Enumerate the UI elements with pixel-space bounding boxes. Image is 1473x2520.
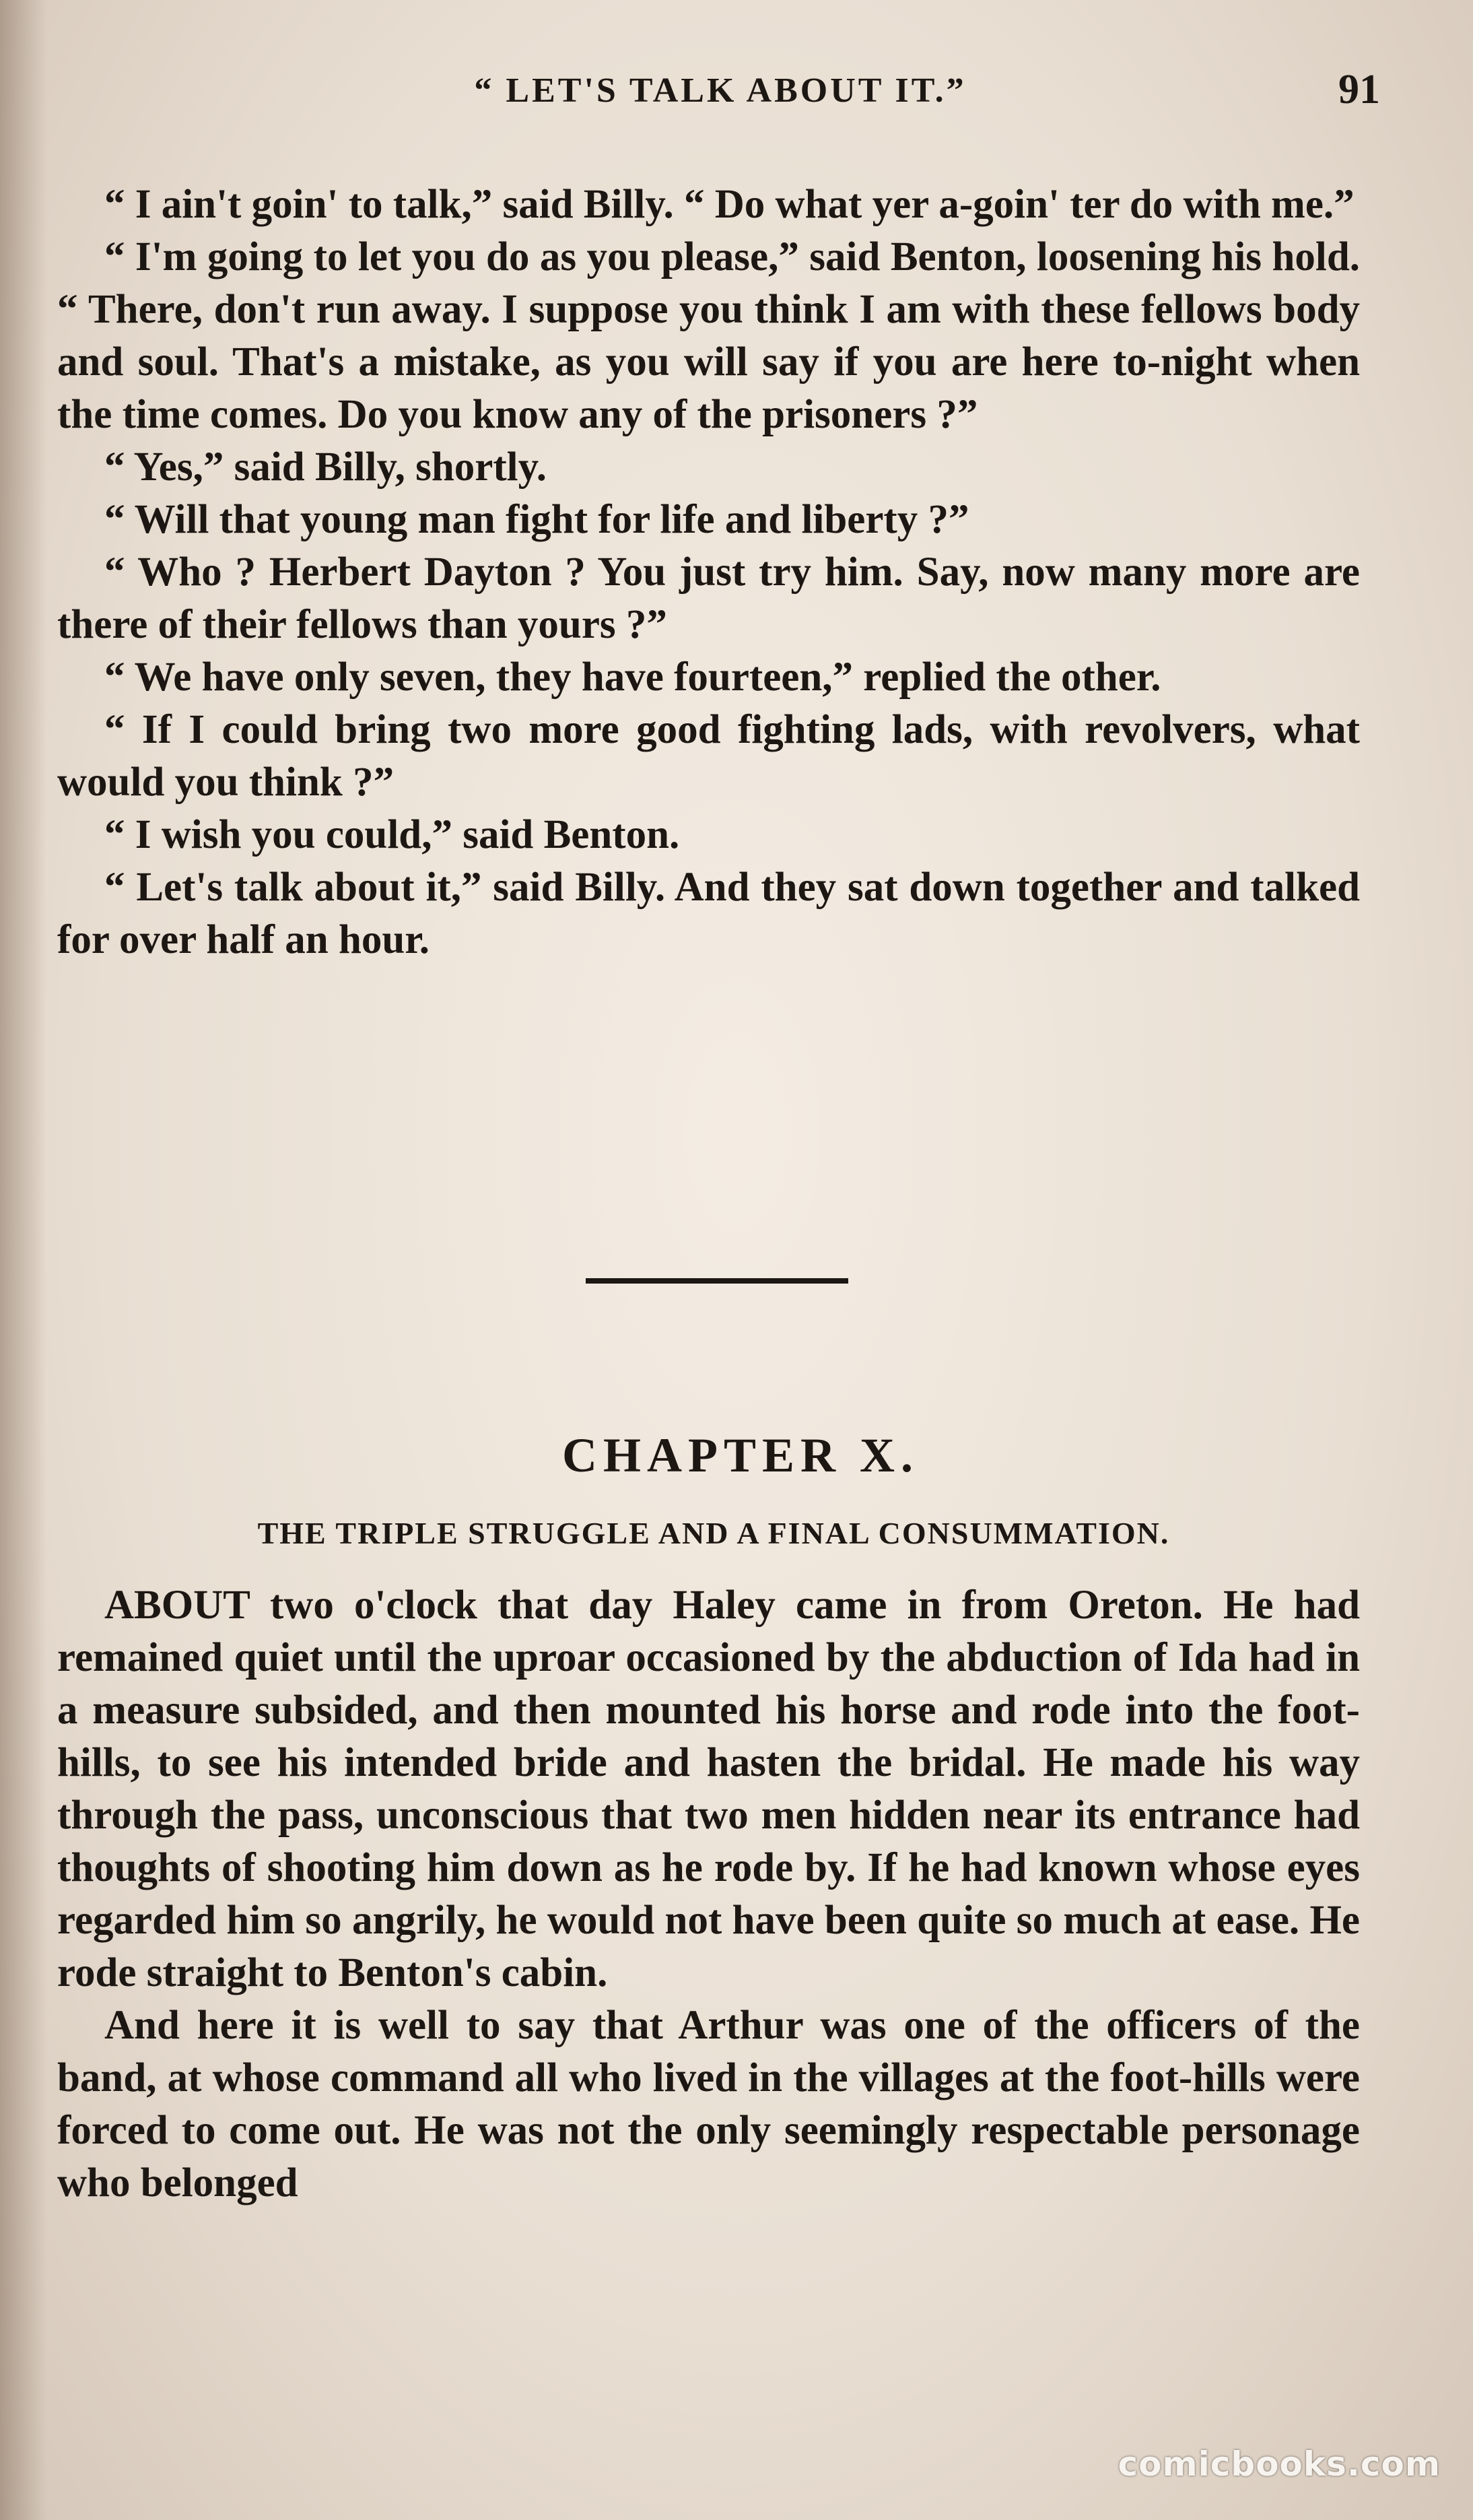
dialogue-section [57, 178, 1360, 966]
running-title: “ LET'S TALK ABOUT IT.” [474, 71, 967, 110]
narrative-section [57, 1579, 1360, 2210]
paragraph: “ I wish you could,” said Benton. [104, 812, 680, 857]
paragraph: “ Yes,” said Billy, shortly. [104, 444, 547, 490]
paragraph: “ Let's talk about it,” said Billy. And they sat down together and talked for over half an hour. [57, 865, 1360, 962]
chapter-heading: CHAPTER X. [561, 1428, 919, 1482]
paragraph: “ We have only seven, they have fourteen,” replied the other. [104, 655, 1161, 700]
paragraph: “ Will that young man fight for life and liberty ?” [104, 497, 969, 542]
paragraph: “ If I could bring two more good fighting lads, with revolvers, what would you think ?” [57, 707, 1360, 805]
watermark: comicbooks.com [1118, 2445, 1441, 2484]
paragraph: And here it is well to say that Arthur was one of the officers of the band, at whose command all who lived in the villages at the foot-hills were forced to come out. He was not the only seemingly respectable personage who belonged [57, 2003, 1360, 2206]
paragraph: ABOUT two o'clock that day Haley came in from Oreton. He had remained quiet until the uproar occasioned by the abduction of Ida had in a measure subsided, and then mounted his horse and rode into the foot-hills, to see his intended bride and hasten the bridal. He made his way through the pass, unconscious that two men hidden near its entrance had thoughts of shooting him down as he rode by. If he had known whose eyes regarded him so angrily, he would not have been quite so much at ease. He rode straight to Benton's cabin. [57, 1583, 1360, 1995]
paragraph: “ I ain't goin' to talk,” said Billy. “ Do what yer a-goin' ter do with me.” [104, 182, 1355, 227]
chapter-subtitle: THE TRIPLE STRUGGLE AND A FINAL CONSUMMATION. [257, 1516, 1170, 1550]
paragraph: “ I'm going to let you do as you please,” said Benton, loosening his hold. “ There, don't run away. I suppose you think I am with these fellows body and soul. That's a mistake, as you will say if you are here to-night when the time comes. Do you know any of the prisoners ?” [57, 234, 1360, 437]
paragraph: “ Who ? Herbert Dayton ? You just try him. Say, now many more are there of their fellows than yours ?” [57, 550, 1360, 647]
page-spine-shadow [0, 0, 47, 2520]
page-number: 91 [1338, 67, 1380, 112]
section-divider [586, 1278, 848, 1284]
